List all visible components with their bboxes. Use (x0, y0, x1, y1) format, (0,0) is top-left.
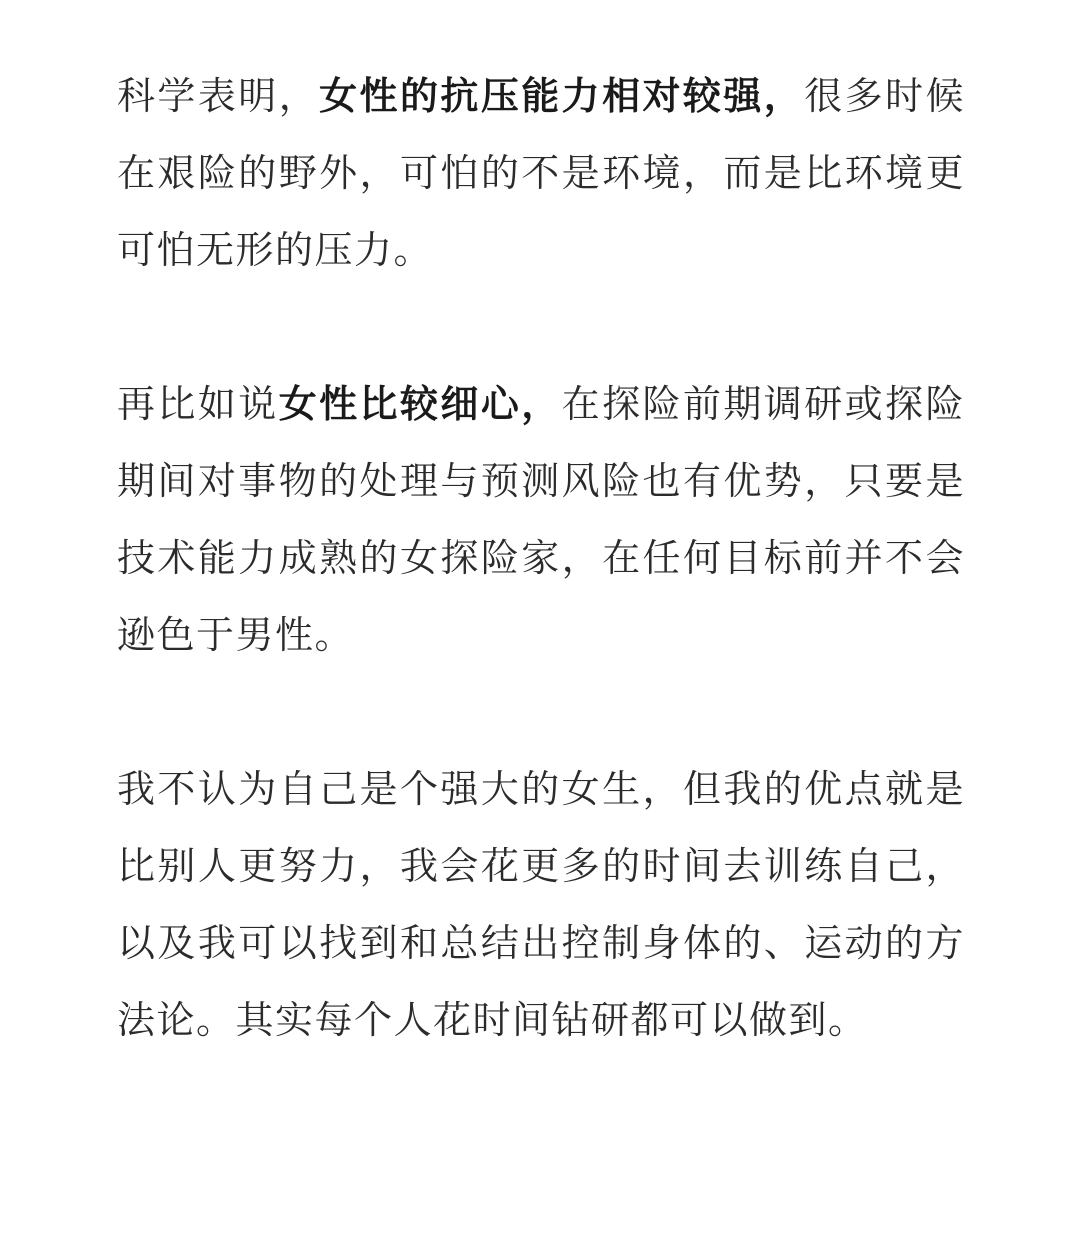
paragraph-text: 在探险前期调研或探险期间对事物的处理与预测风险也有优势，只要是技术能力成熟的女探险家，在任何目标前并不会逊色于男性。 (117, 382, 965, 657)
highlighted-text: 女性的抗压能力相对较强， (319, 74, 805, 118)
paragraph-stress-resistance (117, 58, 965, 289)
paragraph-text: 很多时候在艰险的野外，可怕的不是环境，而是比环境更可怕无形的压力。 (117, 74, 965, 272)
paragraph-self-effort (117, 751, 965, 1059)
paragraph-text: 科学表明， (117, 74, 320, 118)
paragraph-text: 再比如说 (117, 382, 279, 426)
paragraph-text: 我不认为自己是个强大的女生，但我的优点就是比别人更努力，我会花更多的时间去训练自己，以及我可以找到和总结出控制身体的、运动的方法论。其实每个人花时间钻研都可以做到。 (117, 767, 965, 1042)
highlighted-text: 女性比较细心， (278, 382, 562, 426)
paragraph-carefulness (117, 366, 965, 674)
article-body (117, 58, 965, 1059)
